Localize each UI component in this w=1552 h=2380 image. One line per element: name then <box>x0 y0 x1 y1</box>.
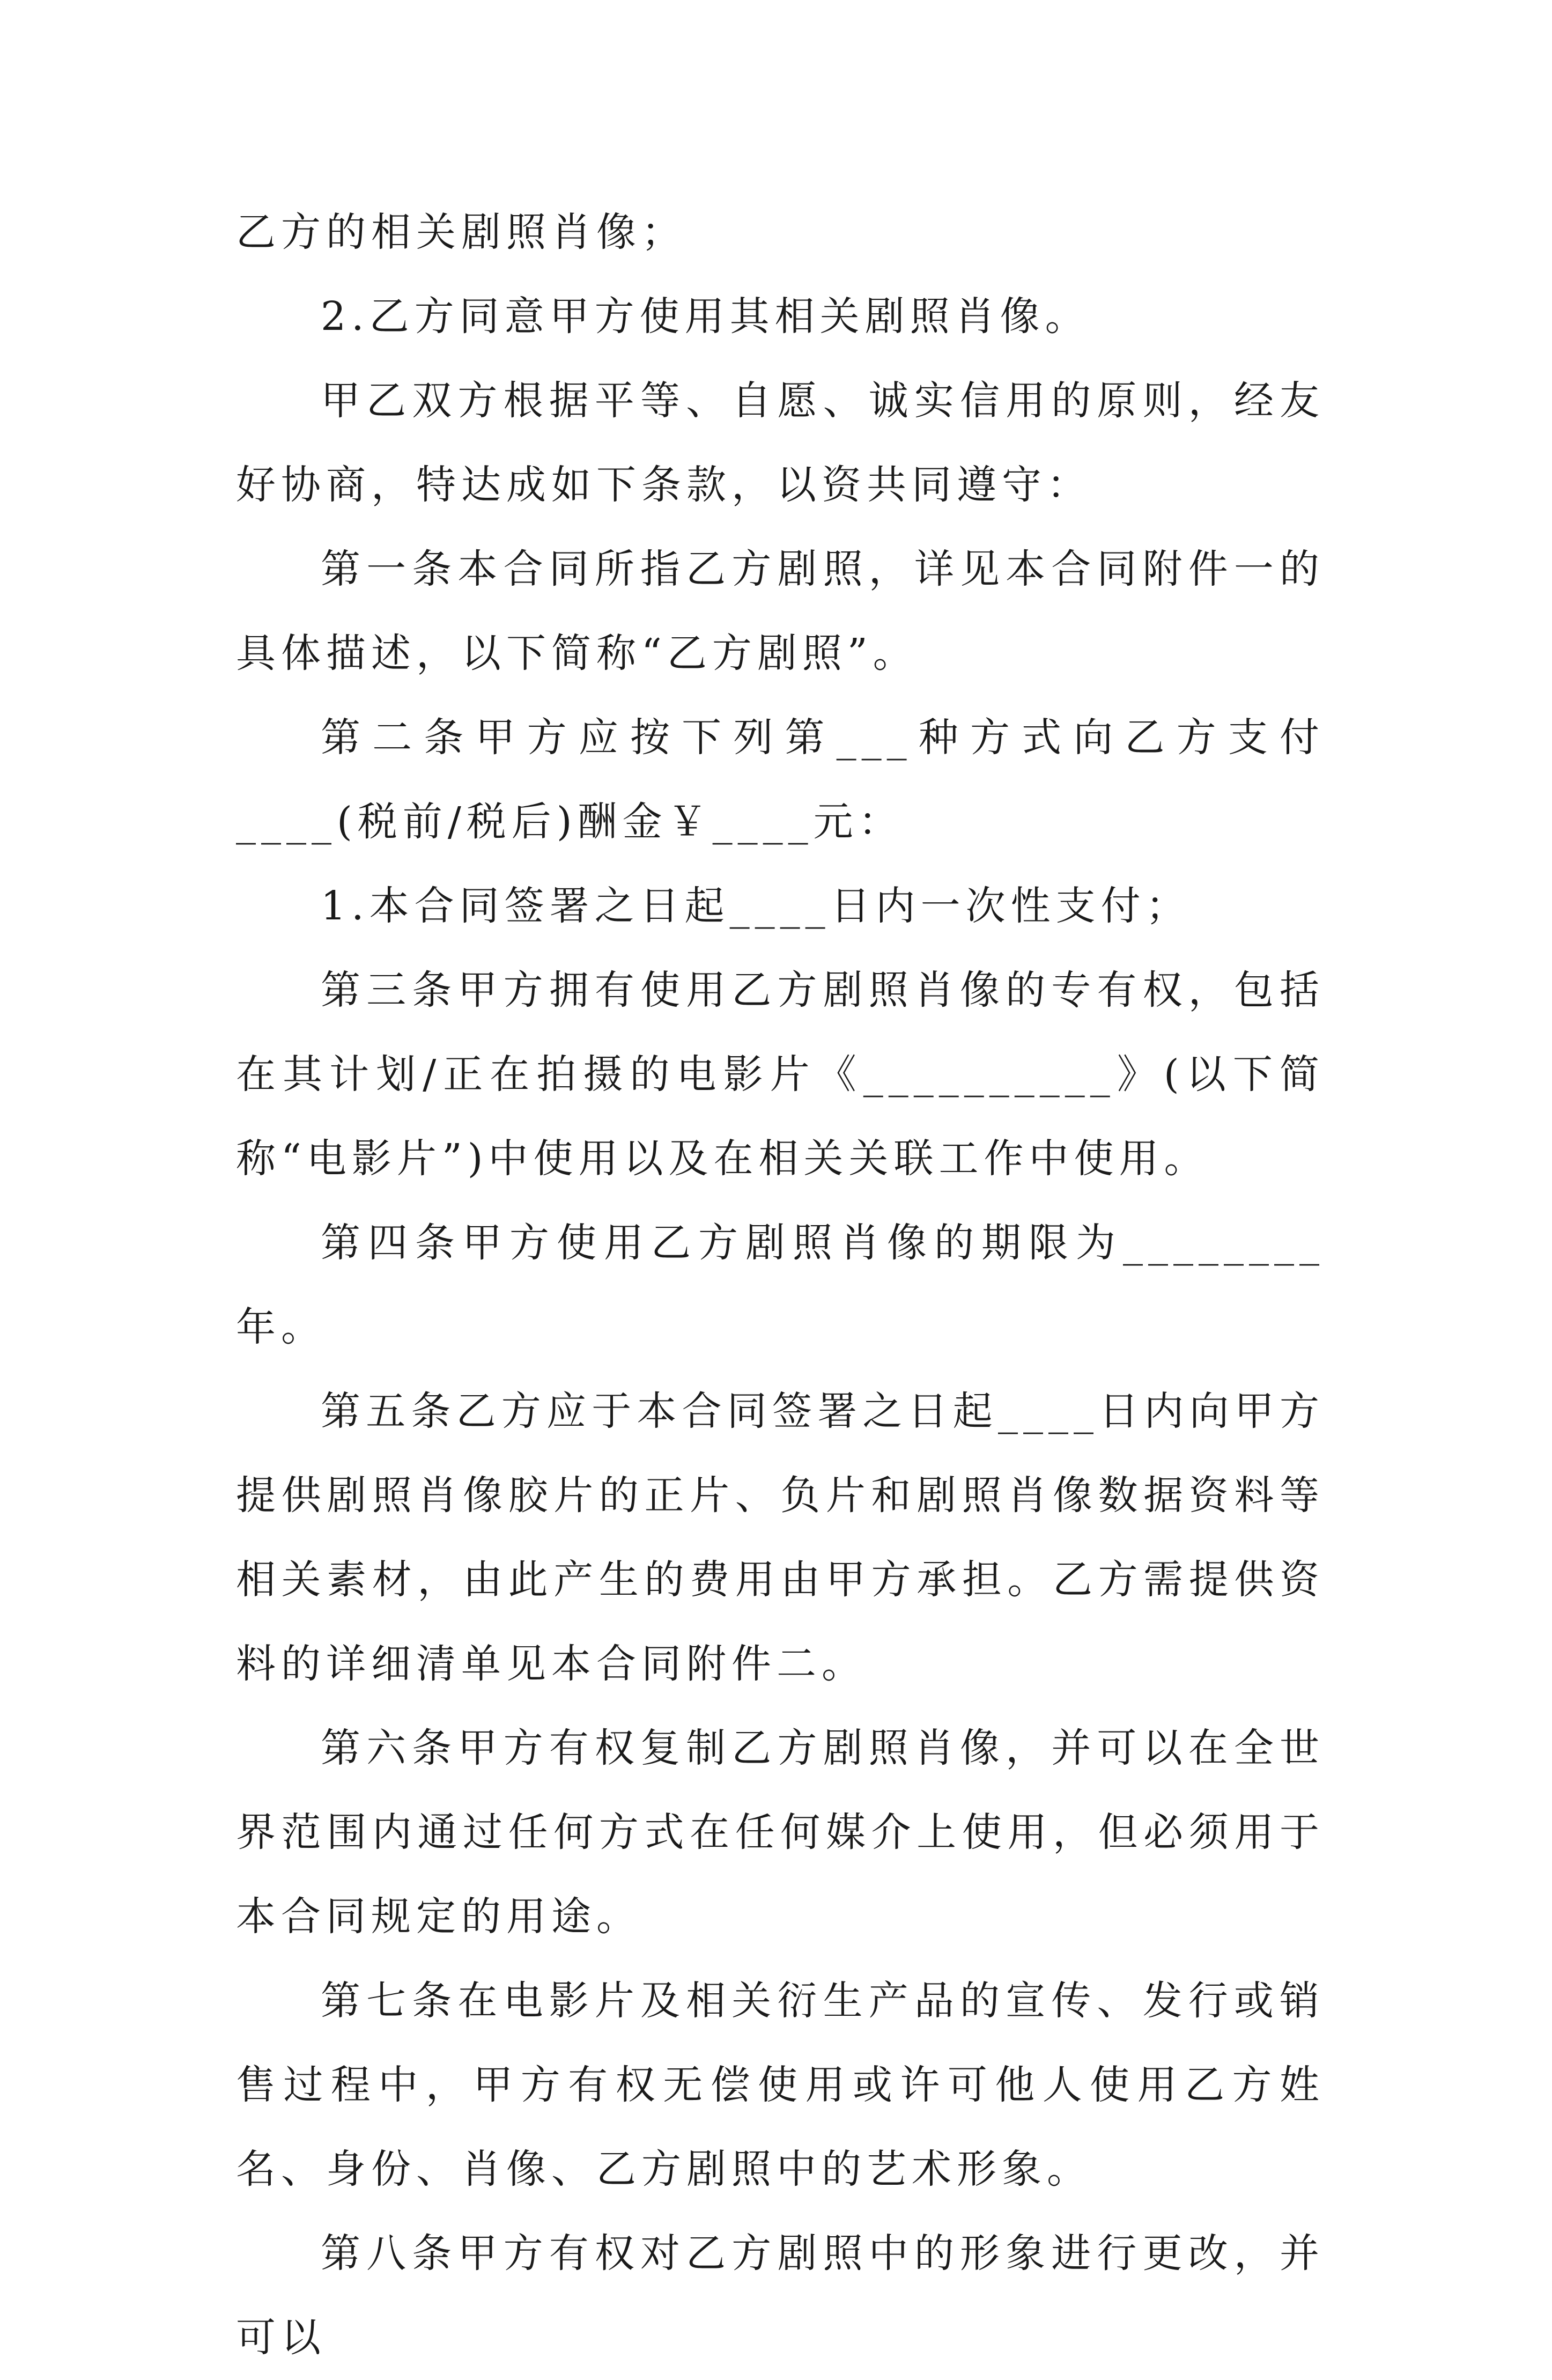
paragraph-article-1: 第一条本合同所指乙方剧照，详见本合同附件一的具体描述，以下简称“乙方剧照”。 <box>236 546 1325 676</box>
paragraph-article-5: 第五条乙方应于本合同签署之日起____日内向甲方提供剧照肖像胶片的正片、负片和剧照肖像数据资料等相关素材，由此产生的费用由甲方承担。乙方需提供资料的详细清单见本合同附件二。 <box>236 1388 1325 1687</box>
paragraph-payment-option-1: 1.本合同签署之日起____日内一次性支付； <box>321 883 1191 929</box>
paragraph-preamble: 甲乙双方根据平等、自愿、诚实信用的原则，经友好协商，特达成如下条款，以资共同遵守： <box>236 378 1325 508</box>
paragraph-article-8: 第八条甲方有权对乙方剧照中的形象进行更改，并可以 <box>236 2230 1325 2361</box>
paragraph-continuation: 乙方的相关剧照肖像； <box>236 209 686 255</box>
paragraph-article-6: 第六条甲方有权复制乙方剧照肖像，并可以在全世界范围内通过任何方式在任何媒介上使用，但必须用于本合同规定的用途。 <box>236 1725 1325 1940</box>
paragraph-article-2: 第二条甲方应按下列第___种方式向乙方支付____(税前/税后)酬金￥____元： <box>236 714 1325 845</box>
document-body <box>236 190 1325 2380</box>
paragraph-article-4: 第四条甲方使用乙方剧照肖像的期限为________年。 <box>236 1220 1325 1350</box>
paragraph-article-3: 第三条甲方拥有使用乙方剧照肖像的专有权，包括在其计划/正在拍摄的电影片《__________》(以下简称“电影片”)中使用以及在相关关联工作中使用。 <box>236 967 1325 1182</box>
paragraph-item-2: 2.乙方同意甲方使用其相关剧照肖像。 <box>321 293 1090 340</box>
paragraph-article-7: 第七条在电影片及相关衍生产品的宣传、发行或销售过程中，甲方有权无偿使用或许可他人使用乙方姓名、身份、肖像、乙方剧照中的艺术形象。 <box>236 1978 1325 2192</box>
